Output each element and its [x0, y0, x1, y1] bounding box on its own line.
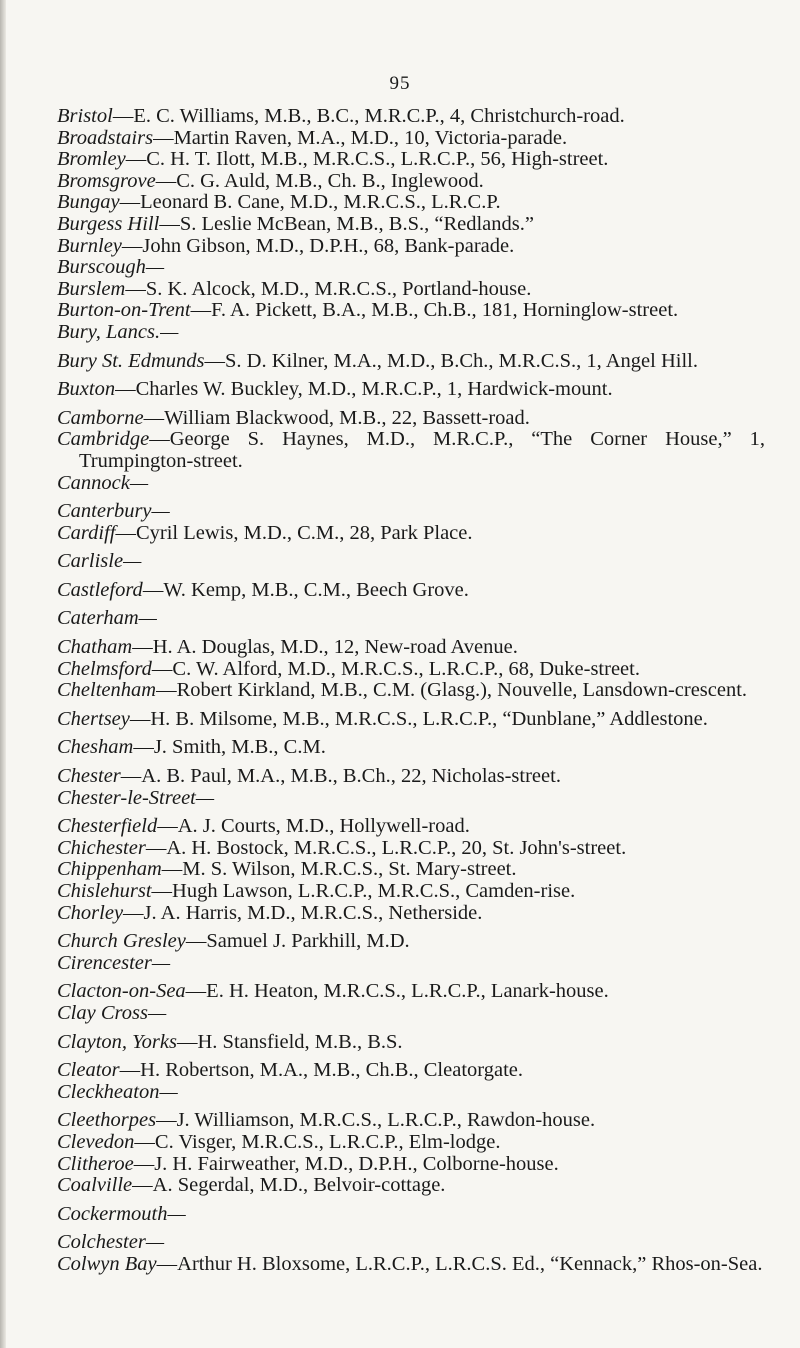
entry-details: —S. K. Alcock, M.D., M.R.C.S., Portland-house.	[125, 277, 532, 300]
entry-place: Burnley	[57, 234, 122, 257]
directory-entry	[57, 580, 765, 602]
entry-details: —C. G. Auld, M.B., Ch. B., Inglewood.	[155, 169, 484, 192]
entry-place: Bromley	[57, 148, 126, 171]
entry-details: —H. A. Douglas, M.D., 12, New-road Avenue.	[132, 636, 518, 659]
entry-details: —John Gibson, M.D., D.P.H., 68, Bank-parade.	[121, 234, 515, 257]
directory-entry	[57, 501, 765, 523]
entry-place: Chorley	[57, 901, 124, 924]
directory-entry	[57, 171, 765, 193]
entry-details: —J. Smith, M.B., C.M.	[133, 736, 326, 759]
directory-entry	[57, 1232, 765, 1254]
directory-entry	[57, 236, 765, 258]
directory-entry	[57, 637, 765, 659]
entry-place: Chesterfield	[57, 815, 158, 838]
directory-entry	[57, 523, 765, 545]
directory-entry	[57, 106, 765, 128]
entry-place: Burgess Hill	[57, 212, 160, 235]
directory-entry	[57, 659, 765, 681]
entry-place: Broadstairs	[57, 126, 154, 149]
entry-place: Bristol	[57, 105, 113, 127]
page-binding-edge	[0, 0, 6, 1348]
directory-entry	[57, 1082, 765, 1104]
directory-entry	[57, 737, 765, 759]
entry-details: —S. D. Kilner, M.A., M.D., B.Ch., M.R.C.S., 1, Angel Hill.	[204, 349, 698, 372]
entry-place: Cleator	[57, 1059, 120, 1082]
entry-details: —F. A. Pickett, B.A., M.B., Ch.B., 181, Horninglow-street.	[190, 299, 679, 322]
entry-place: Camborne	[57, 406, 144, 429]
directory-entry	[57, 279, 765, 301]
entry-details: —A. H. Bostock, M.R.C.S., L.R.C.P., 20, St. John's-street.	[145, 836, 627, 859]
entry-details: —Samuel J. Parkhill, M.D.	[185, 930, 410, 953]
entry-place: Bury St. Edmunds	[57, 349, 205, 372]
page-number: 95	[389, 73, 411, 94]
entry-place: Bungay	[57, 191, 120, 214]
directory-entry	[57, 838, 765, 860]
directory-entry	[57, 903, 765, 925]
directory-entry	[57, 128, 765, 150]
entry-place: Chislehurst	[57, 880, 152, 902]
entry-place: Chester	[57, 765, 121, 788]
entry-details: —Charles W. Buckley, M.D., M.R.C.P., 1, Hardwick-mount.	[115, 378, 613, 401]
entry-details: —Arthur H. Bloxsome, L.R.C.P., L.R.C.S. Ed., “Kennack,” Rhos-on-Sea.	[156, 1252, 763, 1275]
directory-entry	[57, 680, 765, 702]
entry-details: —George S. Haynes, M.D., M.R.C.P., “The Corner House,” 1, Trumpington-street.	[79, 428, 765, 472]
directory-entry	[57, 1175, 765, 1197]
entry-place: Chertsey	[57, 707, 130, 730]
entry-place: Caterham—	[57, 607, 157, 630]
entry-details: —Hugh Lawson, L.R.C.P., M.R.C.S., Camden-rise.	[151, 880, 576, 902]
entry-place: Church Gresley	[57, 930, 186, 953]
directory-entry	[57, 1060, 765, 1082]
directory-entry	[57, 709, 765, 731]
directory-entry	[57, 473, 765, 495]
entry-details: —H. Robertson, M.A., M.B., Ch.B., Cleatorgate.	[119, 1059, 523, 1082]
entry-place: Carlisle—	[57, 550, 142, 573]
entry-details: —Cyril Lewis, M.D., C.M., 28, Park Place.	[115, 521, 473, 544]
entry-details: —H. B. Milsome, M.B., M.R.C.S., L.R.C.P., “Dunblane,” Addlestone.	[129, 707, 708, 730]
entry-place: Burslem	[57, 277, 126, 300]
entry-details: —E. C. Williams, M.B., B.C., M.R.C.P., 4, Christchurch-road.	[112, 105, 625, 127]
entry-place: Bromsgrove	[57, 169, 156, 192]
entry-place: Burton-on-Trent	[57, 299, 191, 322]
entry-place: Buxton	[57, 378, 116, 401]
entry-details: —A. J. Courts, M.D., Hollywell-road.	[157, 815, 470, 838]
directory-entry	[57, 300, 765, 322]
entry-place: Clayton, Yorks	[57, 1030, 177, 1053]
directory-entry	[57, 608, 765, 630]
directory-entry	[57, 1204, 765, 1226]
directory-entry	[57, 1132, 765, 1154]
entry-place: Colchester—	[57, 1231, 165, 1254]
directory-entry	[57, 881, 765, 903]
entry-details: —Leonard B. Cane, M.D., M.R.C.S., L.R.C.P.	[119, 191, 501, 214]
entry-details: —H. Stansfield, M.B., B.S.	[177, 1030, 403, 1053]
directory-entry	[57, 551, 765, 573]
entry-place: Cheltenham	[57, 679, 157, 702]
entry-details: —C. H. T. Ilott, M.B., M.R.C.S., L.R.C.P., 56, High-street.	[125, 148, 609, 171]
directory-entry	[57, 816, 765, 838]
directory-entry	[57, 981, 765, 1003]
directory-entry	[57, 192, 765, 214]
entry-place: Cirencester—	[57, 951, 171, 974]
entry-details: —J. H. Fairweather, M.D., D.P.H., Colborne-house.	[133, 1152, 559, 1175]
directory-entry	[57, 214, 765, 236]
entry-place: Cockermouth—	[57, 1202, 186, 1225]
directory-entry	[57, 149, 765, 171]
entry-details: —Martin Raven, M.A., M.D., 10, Victoria-parade.	[153, 126, 568, 149]
entry-details: —Robert Kirkland, M.B., C.M. (Glasg.), Nouvelle, Lansdown-crescent.	[156, 679, 748, 702]
entry-place: Chelmsford	[57, 657, 152, 680]
entry-place: Clacton-on-Sea	[57, 980, 186, 1003]
entry-place: Chatham	[57, 636, 133, 659]
entry-place: Coalville	[57, 1174, 133, 1197]
entry-details: —E. H. Heaton, M.R.C.S., L.R.C.P., Lanark-house.	[185, 980, 609, 1003]
directory-entry	[57, 931, 765, 953]
entry-place: Chesham	[57, 736, 134, 759]
entry-place: Canterbury—	[57, 500, 170, 523]
entry-place: Cardiff	[57, 521, 116, 544]
directory-entry	[57, 1003, 765, 1025]
directory-entry	[57, 379, 765, 401]
directory-entry	[57, 1254, 765, 1276]
directory-entry	[57, 953, 765, 975]
entry-place: Cleckheaton—	[57, 1080, 178, 1103]
directory-entry	[57, 408, 765, 430]
directory-entry	[57, 766, 765, 788]
directory-list	[57, 106, 765, 1276]
entry-place: Clitheroe	[57, 1152, 134, 1175]
entry-details: —A. Segerdal, M.D., Belvoir-cottage.	[132, 1174, 446, 1197]
entry-place: Cannock—	[57, 471, 149, 494]
directory-entry	[57, 859, 765, 881]
entry-place: Chichester	[57, 836, 146, 859]
entry-details: —C. Visger, M.R.C.S., L.R.C.P., Elm-lodge.	[134, 1130, 501, 1153]
directory-entry	[57, 322, 765, 344]
entry-place: Clay Cross—	[57, 1001, 167, 1024]
entry-details: —S. Leslie McBean, M.B., B.S., “Redlands.”	[159, 212, 534, 235]
entry-details: —J. A. Harris, M.D., M.R.C.S., Netherside.	[123, 901, 483, 924]
entry-place: Clevedon	[57, 1130, 135, 1153]
directory-entry	[57, 257, 765, 279]
entry-details: —W. Kemp, M.B., C.M., Beech Grove.	[142, 578, 469, 601]
directory-entry	[57, 1032, 765, 1054]
directory-entry	[57, 1154, 765, 1176]
entry-details: —M. S. Wilson, M.R.C.S., St. Mary-street.	[161, 858, 517, 881]
entry-place: Castleford	[57, 578, 143, 601]
directory-entry	[57, 1110, 765, 1132]
entry-details: —William Blackwood, M.B., 22, Bassett-road.	[143, 406, 530, 429]
entry-place: Burscough—	[57, 256, 165, 279]
entry-place: Cambridge	[57, 428, 150, 451]
entry-details: —C. W. Alford, M.D., M.R.C.S., L.R.C.P., 68, Duke-street.	[151, 657, 640, 680]
directory-entry	[57, 351, 765, 373]
entry-place: Chippenham	[57, 858, 162, 881]
directory-entry	[57, 429, 765, 472]
directory-entry	[57, 788, 765, 810]
entry-place: Cleethorpes	[57, 1109, 157, 1132]
entry-place: Chester-le-Street—	[57, 786, 215, 809]
entry-details: —A. B. Paul, M.A., M.B., B.Ch., 22, Nicholas-street.	[120, 765, 561, 788]
entry-place: Bury, Lancs.—	[57, 320, 179, 343]
entry-details: —J. Williamson, M.R.C.S., L.R.C.P., Rawdon-house.	[156, 1109, 596, 1132]
entry-place: Colwyn Bay	[57, 1252, 157, 1275]
